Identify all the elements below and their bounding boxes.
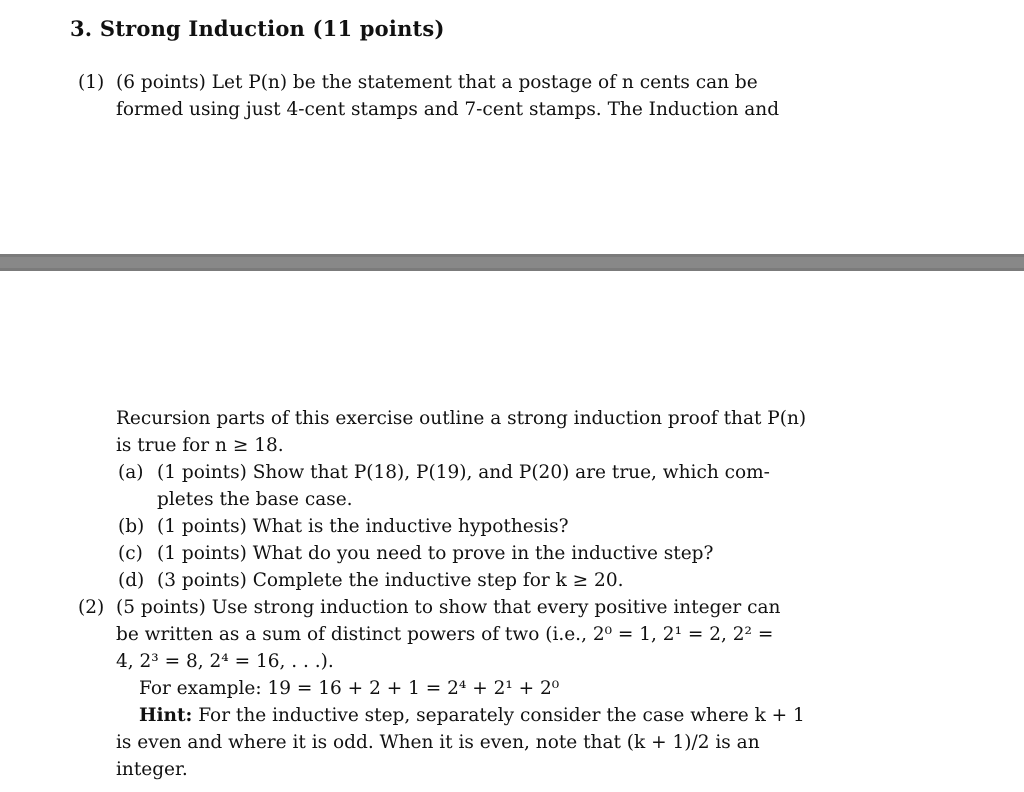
subpart-d-label: (d)	[118, 570, 145, 591]
subpart-c-label: (c)	[118, 543, 143, 564]
part2-number: (2)	[78, 597, 105, 618]
subpart-a-label: (a)	[118, 462, 144, 483]
hint-line3: integer.	[116, 759, 188, 780]
section-title: 3. Strong Induction (11 points)	[70, 16, 445, 41]
hint-line1	[139, 702, 805, 729]
subpart-b-label: (b)	[118, 516, 145, 537]
hint-line2: is even and where it is odd. When it is even, note that (k + 1)/2 is an	[116, 732, 760, 753]
part2-example: For example: 19 = 16 + 2 + 1 = 2⁴ + 2¹ + 2⁰	[139, 678, 560, 699]
part1-line2: formed using just 4-cent stamps and 7-cent stamps. The Induction and	[116, 99, 780, 120]
subpart-c-text: (1 points) What do you need to prove in the inductive step?	[157, 543, 714, 564]
part2-line2: be written as a sum of distinct powers of two (i.e., 2⁰ = 1, 2¹ = 2, 2² =	[116, 624, 774, 645]
part2-line3: 4, 2³ = 8, 2⁴ = 16, . . .).	[116, 651, 334, 672]
subpart-a-line1: (1 points) Show that P(18), P(19), and P(20) are true, which com-	[157, 462, 770, 483]
part1-line1: (6 points) Let P(n) be the statement that a postage of n cents can be	[116, 72, 758, 93]
part1-line4: is true for n ≥ 18.	[116, 435, 284, 456]
subpart-d-text: (3 points) Complete the inductive step for k ≥ 20.	[157, 570, 624, 591]
hint-text-1: For the inductive step, separately consider the case where k + 1	[198, 705, 805, 726]
subpart-b-text: (1 points) What is the inductive hypothesis?	[157, 516, 569, 537]
page-break-bar	[0, 254, 1024, 271]
part1-number: (1)	[78, 72, 105, 93]
part2-line1: (5 points) Use strong induction to show that every positive integer can	[116, 597, 781, 618]
subpart-a-line2: pletes the base case.	[157, 489, 353, 510]
part1-line3: Recursion parts of this exercise outline a strong induction proof that P(n)	[116, 408, 807, 429]
hint-label: Hint:	[139, 705, 193, 726]
